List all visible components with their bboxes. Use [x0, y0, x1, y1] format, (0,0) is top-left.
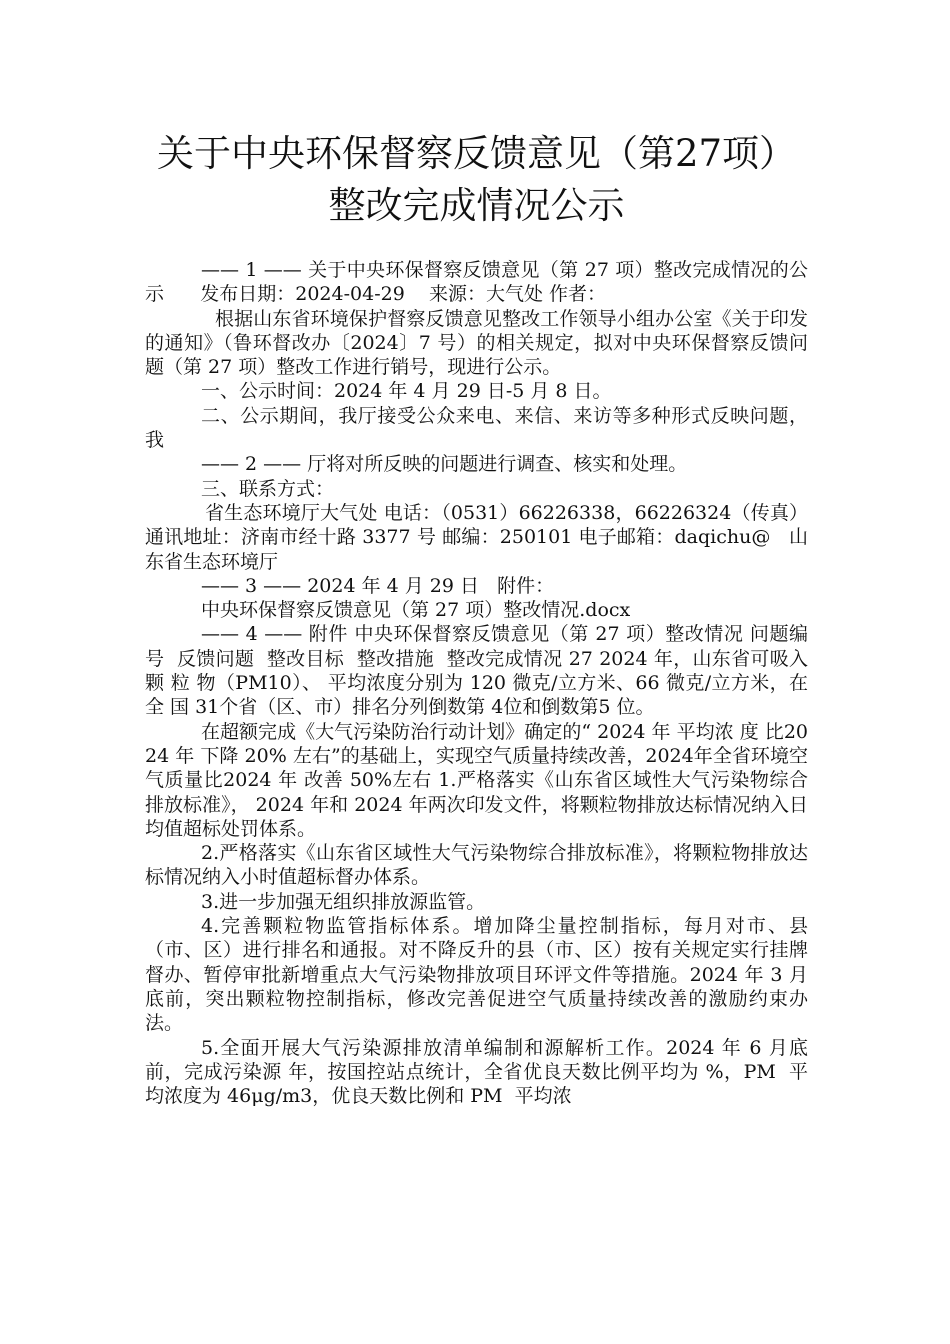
body-paragraph: —— 3 —— 2024 年 4 月 29 日 附件：	[201, 574, 555, 597]
body-paragraph: 4.完善颗粒物监管指标体系。增加降尘量控制指标，每月对市、县（市、区）进行排名和通报。对不降反升的县（市、区）按有关规定实行挂牌督办、暂停审批新增重点大气污染物排放项目环评文件等措施。2024 年 3 月底前，突出颗粒物控制指标，修改完善促进空气质量持续改善的激励约束办法。	[145, 915, 808, 1035]
body-paragraph: 省生态环境厅大气处 电话：（0531）66226338，66226324（传真） 通讯地址：济南市经十路 3377 号 邮编：250101 电子邮箱：daqichu@ 山东省生态环境厅	[145, 501, 815, 573]
body-paragraph: 一、公示时间：2024 年 4 月 29 日-5 月 8 日。	[201, 380, 612, 403]
body-paragraph: 三、联系方式：	[201, 477, 335, 500]
body-paragraph: 5.全面开展大气污染源排放清单编制和源解析工作。2024 年 6 月底前，完成污染源 年，按国控站点统计，全省优良天数比例平均为 %，PM 平均浓度为 46μg/m3，优良天数比例和 PM 平均浓	[145, 1036, 808, 1108]
body-paragraph: 2.严格落实《山东省区域性大气污染物综合排放标准》，将颗粒物排放达标情况纳入小时值超标督办体系。	[145, 842, 808, 889]
body-paragraph: 二、公示期间，我厅接受公众来电、来信、来访等多种形式反映问题，我	[145, 404, 808, 452]
body-paragraph: 中央环保督察反馈意见（第 27 项）整改情况.docx	[201, 599, 631, 622]
body-paragraph: —— 2 —— 厅将对所反映的问题进行调查、核实和处理。	[201, 453, 688, 476]
document-title: 关于中央环保督察反馈意见（第27项）整改完成情况公示	[156, 132, 797, 227]
body-paragraph: 根据山东省环境保护督察反馈意见整改工作领导小组办公室《关于印发的通知》（鲁环督改办〔2024〕7 号）的相关规定，拟对中央环保督察反馈问题（第 27 项）整改工作进行销号，现进行公示。	[145, 307, 808, 379]
body-paragraph: —— 1 —— 关于中央环保督察反馈意见（第 27 项）整改完成情况的公示 发布日期：2024-04-29 来源：大气处 作者：	[145, 259, 808, 306]
document-body	[145, 258, 815, 1108]
body-paragraph: 在超额完成《大气污染防治行动计划》确定的“ 2024 年 平均浓 度 比2024 年 下降 20% 左右”的基础上，实现空气质量持续改善，2024年全省环境空气质量比2024 年 改善 50%左右 1.严格落实《山东省区域性大气污染物综合排放标准》， 2024 年和 2024 年两次印发文件，将颗粒物排放达标情况纳入日均值超标处罚体系。	[145, 720, 808, 840]
body-paragraph: —— 4 —— 附件 中央环保督察反馈意见（第 27 项）整改情况 问题编号 反馈问题 整改目标 整改措施 整改完成情况 27 2024 年，山东省可吸入颗 粒 物（PM10）、 平均浓度分别为 120 微克/立方米、66 微克/立方米，在 全 国 31个省（区、市）排名分列倒数第 4位和倒数第5 位。	[145, 623, 815, 719]
document-page	[145, 128, 815, 1108]
body-paragraph: 3.进一步加强无组织排放源监管。	[201, 890, 486, 913]
